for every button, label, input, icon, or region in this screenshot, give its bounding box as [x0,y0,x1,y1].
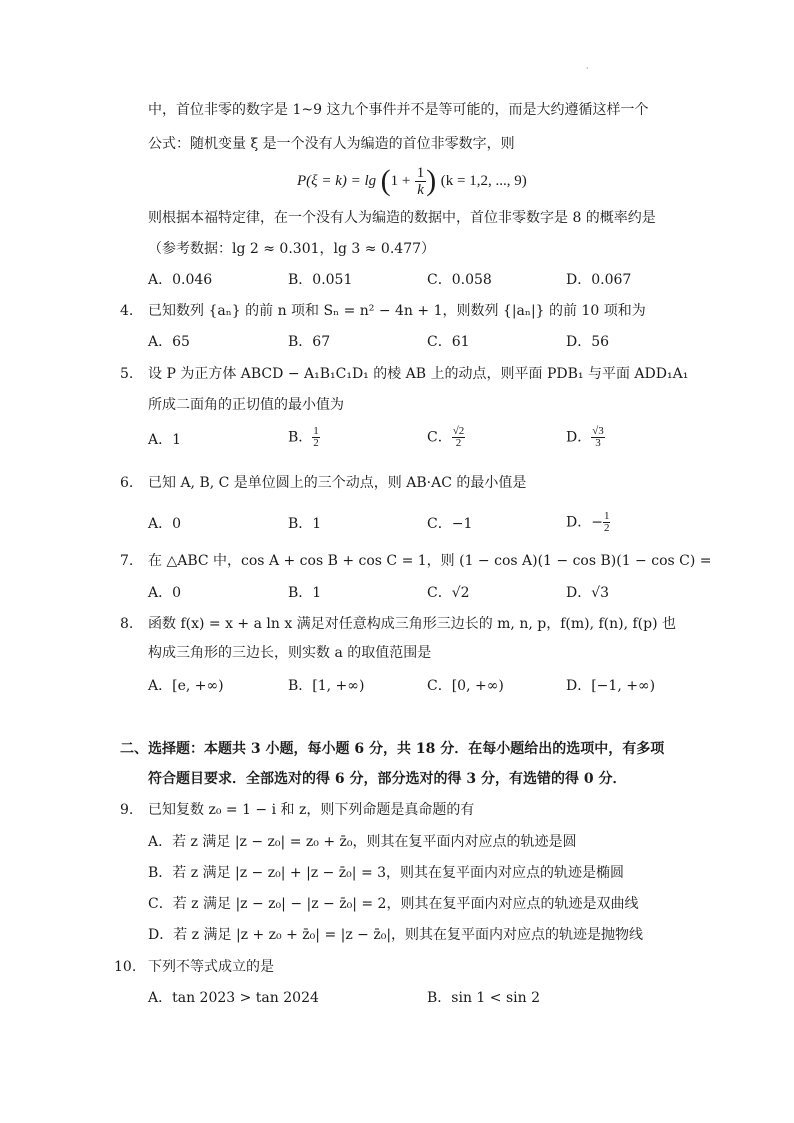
q3-line-4: 则根据本福特定律，在一个没有人为编造的数据中，首位非零数字是 8 的概率约是 [148,210,656,226]
q9-option-a: A．若 z 满足 |z − z₀| = z₀ + z̄₀，则其在复平面内对应点的轨迹是圆 [148,834,577,850]
q7-stem: 在 △ABC 中，cos A + cos B + cos C = 1，则 (1 − cos A)(1 − cos B)(1 − cos C) = [148,553,712,569]
q10-stem: 下列不等式成立的是 [148,959,274,975]
q3-option-a: A．0.046 [148,272,213,288]
q3-line-1: 中，首位非零的数字是 1~9 这九个事件并不是等可能的，而是大约遵循这样一个 [148,102,649,118]
q5-stem-line-1: 设 P 为正方体 ABCD − A₁B₁C₁D₁ 的棱 AB 上的动点，则平面 PDB₁ 与平面 ADD₁A₁ [148,366,689,382]
q3-option-d: D．0.067 [566,272,632,288]
q5-stem-line-2: 所成二面角的正切值的最小值为 [148,397,344,413]
formula-left: P(ξ = k) = lg [297,173,377,189]
q9-option-b: B．若 z 满足 |z − z₀| + |z − z̄₀| = 3，则其在复平面内对应点的轨迹是椭圆 [148,865,625,881]
q9-number: 9. [120,802,134,818]
q3-formula: P(ξ = k) = lg (1 + $\frac{1}{k}$ ) (k = 1,2, ..., 9) [297,164,527,198]
q5-option-d: D． $\frac{√3}{3}$ [566,425,604,449]
q3-option-c: C．0.058 [427,272,492,288]
q8-stem-line-2: 构成三角形的三边长，则实数 a 的取值范围是 [148,645,432,661]
section-2-line-2: 符合题目要求．全部选对的得 6 分，部分选对的得 3 分，有选错的得 0 分． [148,771,627,787]
fraction: $\frac{1}{2}$ [603,510,610,534]
q6-option-b: B．1 [288,516,322,532]
q6-option-a: A．0 [148,516,182,532]
q5-number: 5. [120,366,134,382]
fraction: $\frac{√3}{3}$ [592,425,604,449]
formula-fraction: $\frac{1}{k}$ [416,164,425,198]
q6-option-c: C．−1 [427,516,473,532]
q5-option-a: A．1 [148,432,182,448]
q5-option-b: B． $\frac{1}{2}$ [288,425,319,449]
page-mark: · [586,64,589,73]
q8-option-c: C．[0, +∞) [427,678,504,694]
q8-number: 8. [120,616,134,632]
q6-number: 6. [120,475,134,491]
q8-stem-line-1: 函数 f(x) = x + a ln x 满足对任意构成三角形三边长的 m, n, p，f(m), f(n), f(p) 也 [148,616,677,632]
q8-option-d: D．[−1, +∞) [566,678,656,694]
q4-option-c: C．61 [427,334,470,350]
q3-option-b: B．0.051 [288,272,353,288]
q10-option-a: A．tan 2023 > tan 2024 [148,990,319,1006]
q10-number: 10. [114,959,137,975]
q9-option-d: D．若 z 满足 |z + z₀ + z̄₀| = |z − z̄₀|，则其在复平面内对应点的轨迹是抛物线 [148,927,644,943]
q5-option-c: C． $\frac{√2}{2}$ [427,425,465,449]
q4-stem: 已知数列 {aₙ} 的前 n 项和 Sₙ = n² − 4n + 1，则数列 {|aₙ|} 的前 10 项和为 [148,303,646,319]
q8-option-b: B．[1, +∞) [288,678,365,694]
q8-option-a: A．[e, +∞) [148,678,224,694]
q7-option-a: A．0 [148,585,182,601]
section-2-line-1: 二、选择题：本题共 3 小题，每小题 6 分，共 18 分．在每小题给出的选项中，有多项 [120,741,665,757]
q4-number: 4. [120,303,134,319]
fraction: $\frac{1}{2}$ [313,425,319,449]
formula-one: 1 + [390,173,411,189]
q6-stem: 已知 A, B, C 是单位圆上的三个动点，则 AB·AC 的最小值是 [148,475,527,491]
q4-option-b: B．67 [288,334,331,350]
q4-option-d: D．56 [566,334,610,350]
q9-stem: 已知复数 z₀ = 1 − i 和 z，则下列命题是真命题的有 [148,802,475,818]
q10-option-b: B．sin 1 < sin 2 [427,990,540,1006]
q7-option-c: C．√2 [427,585,470,601]
fraction: $\frac{√2}{2}$ [452,425,465,449]
q6-option-d: D．− $\frac{1}{2}$ [566,510,610,534]
q4-option-a: A．65 [148,334,190,350]
q3-reference-data: （参考数据：lg 2 ≈ 0.301，lg 3 ≈ 0.477） [148,241,436,257]
q3-line-2: 公式：随机变量 ξ 是一个没有人为编造的首位非零数字，则 [148,136,515,152]
q7-option-d: D．√3 [566,585,610,601]
q9-option-c: C．若 z 满足 |z − z₀| − |z − z̄₀| = 2，则其在复平面内对应点的轨迹是双曲线 [148,896,639,912]
q7-option-b: B．1 [288,585,322,601]
q7-number: 7. [120,553,134,569]
formula-range: (k = 1,2, ..., 9) [440,173,527,189]
